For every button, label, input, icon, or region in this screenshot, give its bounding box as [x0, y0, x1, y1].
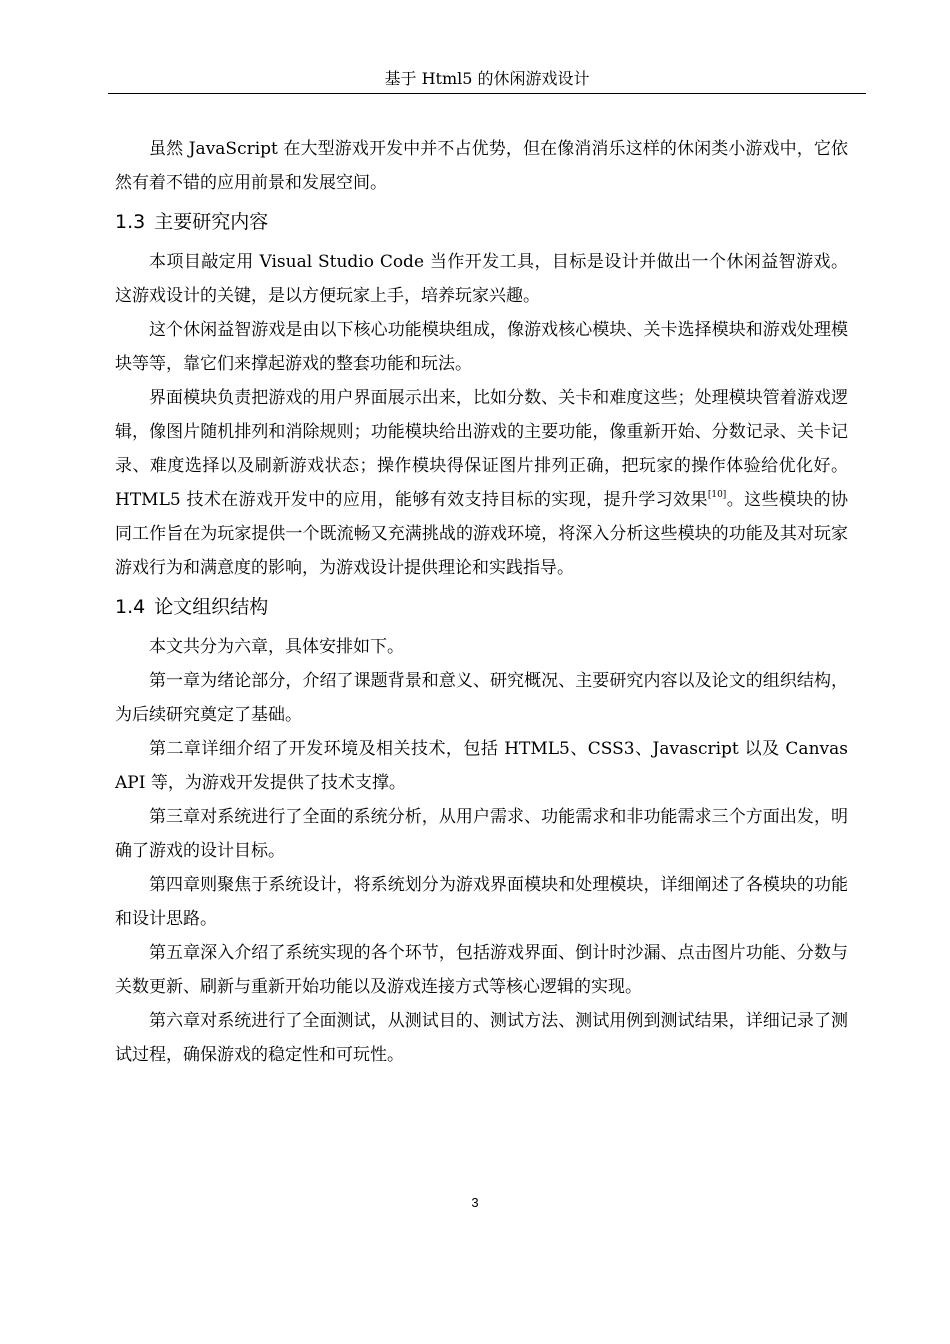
paragraph-chapter-1: 第一章为绪论部分，介绍了课题背景和意义、研究概况、主要研究内容以及论文的组织结构，为后续研究奠定了基础。 [115, 671, 848, 725]
header-rule [108, 93, 866, 94]
paragraph-chapter-overview: 本文共分为六章，具体安排如下。 [149, 637, 404, 657]
section-heading-1-4 [115, 585, 848, 630]
paragraph-core-modules: 这个休闲益智游戏是由以下核心功能模块组成，像游戏核心模块、关卡选择模块和游戏处理模块等等，靠它们来撑起游戏的整套功能和玩法。 [115, 320, 848, 374]
section-heading-1-3 [115, 200, 848, 245]
section-title: 主要研究内容 [154, 211, 269, 233]
section-number: 1.3 [115, 211, 146, 233]
section-title: 论文组织结构 [154, 596, 269, 618]
page-body [115, 132, 848, 1072]
paragraph-project-goal: 本项目敲定用 Visual Studio Code 当作开发工具，目标是设计并做出一个休闲益智游戏。这游戏设计的关键，是以方便玩家上手，培养玩家兴趣。 [115, 252, 848, 306]
paragraph-chapter-6: 第六章对系统进行了全面测试，从测试目的、测试方法、测试用例到测试结果，详细记录了测试过程，确保游戏的稳定性和可玩性。 [115, 1011, 848, 1065]
citation-reference: [10] [707, 490, 727, 500]
section-number: 1.4 [115, 596, 146, 618]
paragraph-text-after-citation: 。这些模块的协同工作旨在为玩家提供一个既流畅又充满挑战的游戏环境，将深入分析这些模块的功能及其对玩家游戏行为和满意度的影响，为游戏设计提供理论和实践指导。 [115, 490, 848, 578]
paragraph-chapter-2: 第二章详细介绍了开发环境及相关技术，包括 HTML5、CSS3、Javascript 以及 Canvas API 等，为游戏开发提供了技术支撑。 [115, 739, 848, 793]
paragraph-chapter-3: 第三章对系统进行了全面的系统分析，从用户需求、功能需求和非功能需求三个方面出发，明确了游戏的设计目标。 [115, 807, 848, 861]
paragraph-chapter-5: 第五章深入介绍了系统实现的各个环节，包括游戏界面、倒计时沙漏、点击图片功能、分数与关数更新、刷新与重新开始功能以及游戏连接方式等核心逻辑的实现。 [115, 943, 848, 997]
paragraph-js-prospects: 虽然 JavaScript 在大型游戏开发中并不占优势，但在像消消乐这样的休闲类小游戏中，它依然有着不错的应用前景和发展空间。 [115, 139, 848, 193]
paragraph-text-before-citation: 界面模块负责把游戏的用户界面展示出来，比如分数、关卡和难度这些；处理模块管着游戏逻辑，像图片随机排列和消除规则；功能模块给出游戏的主要功能，像重新开始、分数记录、关卡记录、难度选择以及刷新游戏状态；操作模块得保证图片排列正确，把玩家的操作体验给优化好。HTML5 技术在游戏开发中的应用，能够有效支持目标的实现，提升学习效果 [115, 388, 848, 510]
paragraph-module-details [115, 381, 848, 585]
running-header: 基于 Html5 的休闲游戏设计 [384, 69, 590, 88]
paragraph-chapter-4: 第四章则聚焦于系统设计，将系统划分为游戏界面模块和处理模块，详细阐述了各模块的功能和设计思路。 [115, 875, 848, 929]
page-number: 3 [471, 1195, 479, 1210]
